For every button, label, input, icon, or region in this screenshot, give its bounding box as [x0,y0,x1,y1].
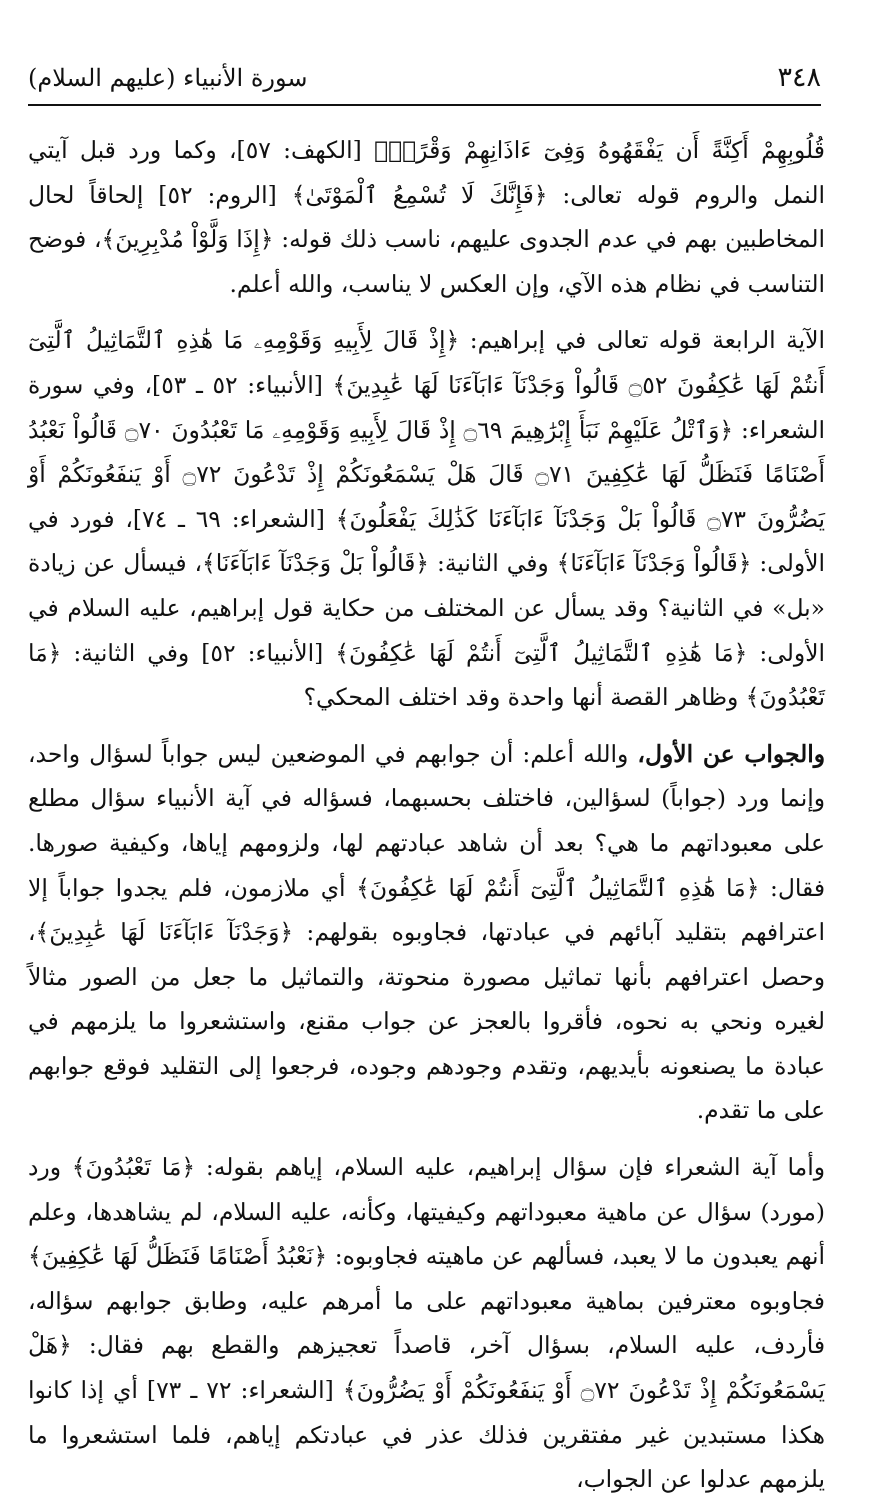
text-line: عَٰكِفِينَ ۝٧١ قَالَ هَلْ يَسْمَعُونَكُمْ إِذْ تَدْعُونَ ۝٧٢ أَوْ يَنفَعُونَكُمْ أَوْ يَضُرُّونَ ۝٧٣ قَالُواْ بَلْ وَجَدْنَآ ءَابَآءَنَا [28,460,826,533]
text-line: واحد، وإنما ورد (جواباً) لسؤالين، فاختلف بحسبهما، فسؤاله في آية الأنبياء سؤال مطلع [28,739,825,813]
paragraph-1 [28,128,825,306]
text-line: الآي، وإن العكس لا يناسب، والله أعلم. [229,269,603,298]
text-line: مفتقرين فذلك عذر في عبادتكم إياهم، فلما استشعروا ما يلزمهم عدلوا عن الجواب، [28,1420,825,1494]
text-line: قُلُوبِهِمْ أَكِنَّةً أَن يَفْقَهُوهُ وَفِىٓ ءَاذَانِهِمْ وَقْرًاۚ﴾ [الكهف: ٥٧]، وكما ورد قبل آيتي النمل [28,136,825,209]
text-line: عَٰكِفُونَ ۝٥٢ قَالُواْ وَجَدْنَآ ءَابَآءَنَا لَهَا عَٰبِدِينَ﴾ [الأنبياء: ٥٢ ـ ٥٣]، وفي سورة الشعراء: [28,370,825,444]
text-line: الآية الرابعة قوله تعالى في إبراهيم: ﴿إِذْ قَالَ لِأَبِيهِ وَقَوْمِهِۦ مَا هَٰذِهِ ٱلتَّمَاثِيلُ ٱلَّتِىٓ أَنتُمْ لَهَا [28,326,826,399]
text-line: وأما آية الشعراء فإن سؤال إبراهيم، عليه السلام، إياهم بقوله: ﴿مَا تَعْبُدُونَ﴾ ورد [28,1153,825,1182]
text-line: على معبوداتهم ما هي؟ بعد أن شاهد عبادتهم لها، ولزومهم إياها، وكيفية صورها. [28,828,825,857]
page-header [28,56,821,106]
text-line: والله أعلم: أن جوابهم في الموضعين ليس جواباً لسؤال [89,739,629,768]
text-line: [الأنبياء: ٥٢] وفي الثانية: ﴿مَا تَعْبُدُونَ﴾ وظاهر القصة أنها واحدة وقد اختلف المحكي؟ [28,638,825,712]
text-line: حكاية قول إبراهيم، عليه السلام في الأولى: ﴿مَا هَٰذِهِ ٱلتَّمَاثِيلُ ٱلَّتِىٓ أَنتُمْ لَهَا عَٰكِفُونَ﴾ [28,593,825,667]
running-title: سورة الأنبياء (عليهم السلام) [28,64,308,92]
page-number: ٣٤٨ [777,62,821,93]
paragraph-4 [28,1145,825,1502]
text-line: عليه السلام، بسؤال آخر، قاصداً تعجيزهم والقطع بهم فقال: ﴿هَلْ يَسْمَعُونَكُمْ إِذْ تَدْعُونَ [28,1331,825,1405]
text-line: فقال: ﴿مَا هَٰذِهِ ٱلتَّمَاثِيلُ ٱلَّتِىٓ أَنتُمْ لَهَا عَٰكِفُونَ﴾ أي ملازمون، فلم يجدوا جواباً إلا اعترافهم [28,873,825,947]
paragraph-3 [28,732,825,1133]
text-line: بتقليد آبائهم في عبادتها، فجاوبوه بقولهم: ﴿وَجَدْنَآ ءَابَآءَنَا لَهَا عَٰبِدِينَ﴾، وحصل اعترافهم [28,918,825,991]
text-line: عدم الجدوى عليهم، ناسب ذلك قوله: ﴿إِذَا وَلَّوْاْ مُدْبِرِينَ﴾، فوضح التناسب في نظام هذه [28,225,825,298]
text-line: والروم قوله تعالى: ﴿فَإِنَّكَ لَا تُسْمِعُ ٱلْمَوْتَىٰ﴾ [الروم: ٥٢] إلحاقاً لحال المخاطبين بهم في [28,180,826,254]
text-line: كَذَٰلِكَ يَفْعَلُونَ﴾ [الشعراء: ٦٩ ـ ٧٤]، فورد في الأولى: ﴿قَالُواْ وَجَدْنَآ ءَابَآءَنَا﴾ وفي الثانية: [28,504,825,578]
text-line: بأنها تماثيل مصورة منحوتة، والتماثيل ما جعل من الصور مثالاً لغيره ونحي به نحوه، [28,962,826,1036]
text-line: (مورد) سؤال عن ماهية معبوداتهم وكيفيتها، وكأنه، عليه السلام، لم يشاهدها، وعلم [28,1197,825,1226]
paragraph-2 [28,318,825,719]
text-line: ۝٧٢ أَوْ يَنفَعُونَكُمْ أَوْ يَضُرُّونَ﴾ [الشعراء: ٧٢ ـ ٧٣] أي إذا كانوا هكذا مستبدين غير [28,1376,826,1449]
text-line: فجاوبوه معترفين بماهية معبوداتهم على ما أمرهم عليه، وطابق جوابهم سؤاله، فأردف، [28,1286,826,1360]
text-line: ﴿قَالُواْ بَلْ وَجَدْنَآ ءَابَآءَنَا﴾، فيسأل عن زيادة «بل» في الثانية؟ وقد يسأل عن المختلف من [28,549,825,622]
text-line: أنهم يعبدون ما لا يعبد، فسألهم عن ماهيته فجاوبوه: ﴿نَعْبُدُ أَصْنَامًا فَنَظَلُّ لَهَا عَٰكِفِينَ﴾ [28,1242,825,1271]
page-body [28,128,825,1502]
text-line: وتقدم وجودهم وجوده، فرجعوا إلى التقليد فوقع جوابهم على ما تقدم. [28,1051,825,1125]
text-line: فأقروا بالعجز عن جواب مقنع، واستشعروا ما يلزمهم في عبادة ما يصنعونه بأيديهم، [28,1007,825,1080]
answer-heading: والجواب عن الأول، [637,739,826,768]
text-line: ﴿وَٱتْلُ عَلَيْهِمْ نَبَأَ إِبْرَٰهِيمَ ۝٦٩ إِذْ قَالَ لِأَبِيهِ وَقَوْمِهِۦ مَا تَعْبُدُونَ ۝٧٠ قَالُواْ نَعْبُدُ أَصْنَامًا فَنَظَلُّ لَهَا [28,415,825,489]
